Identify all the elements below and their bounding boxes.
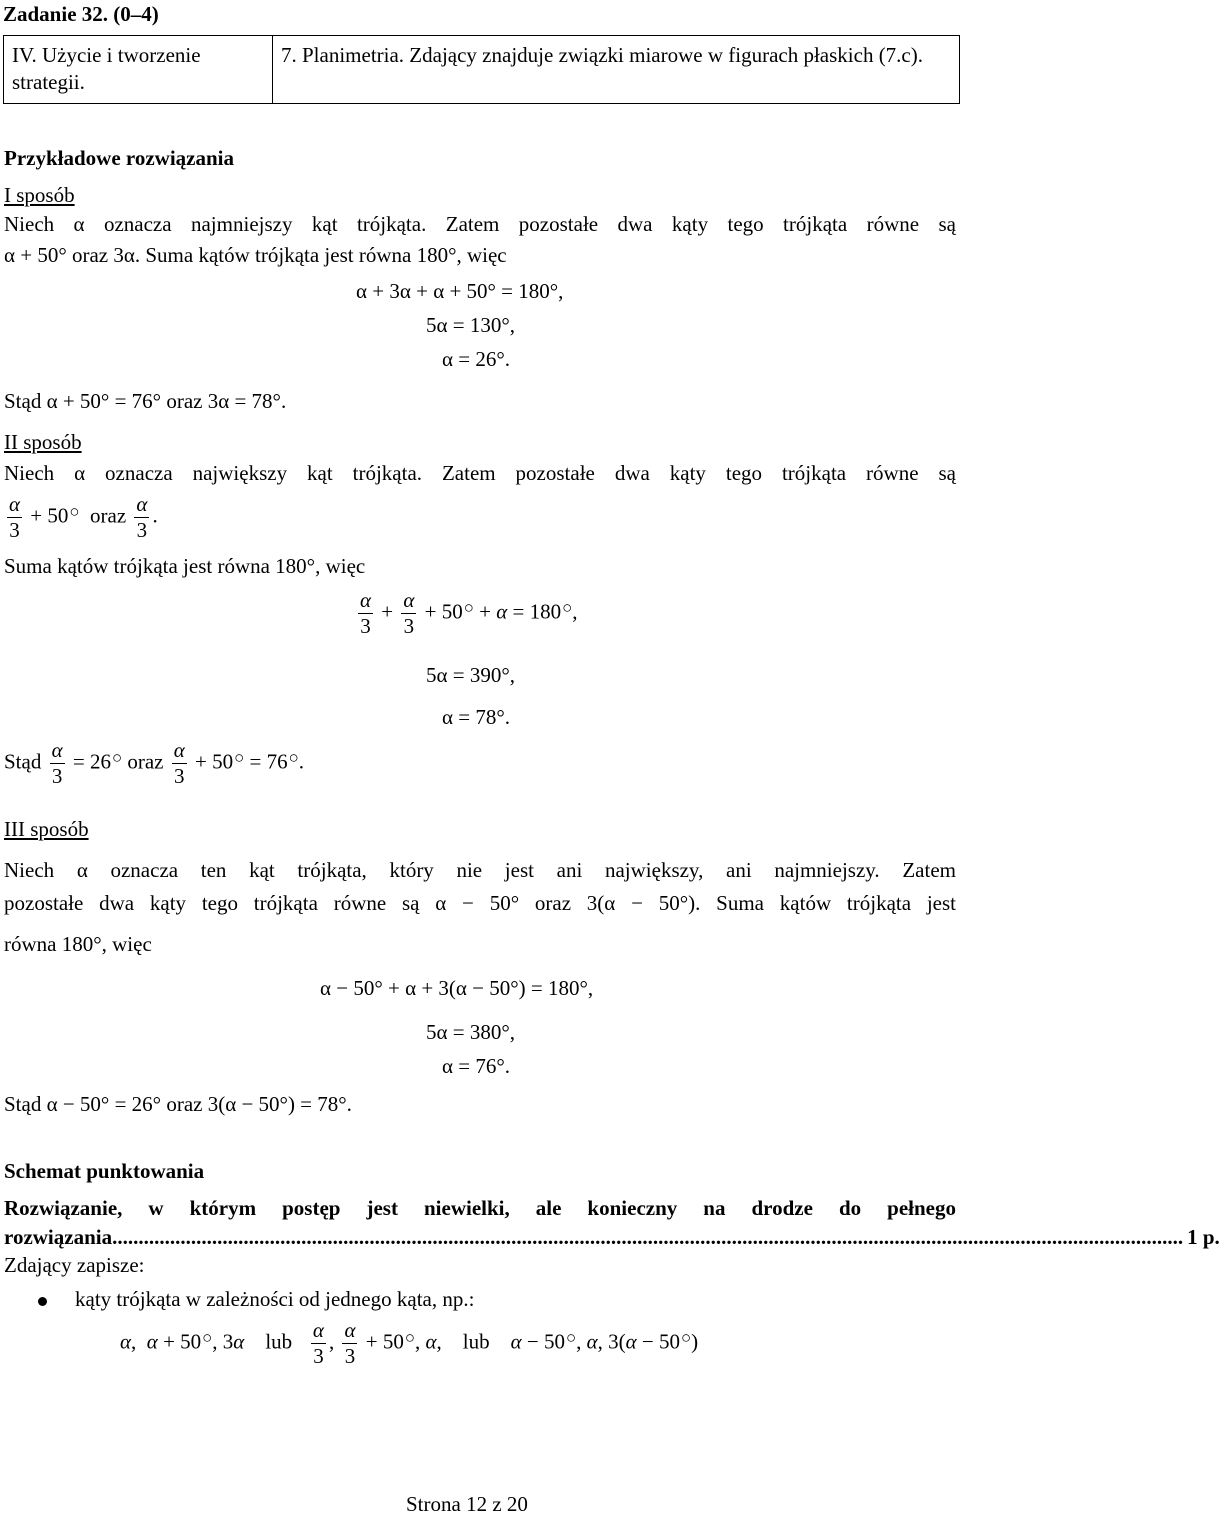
scoring-examples: α, α + 50○, 3α lub $\frac{\alpha}{3}$ , $\frac{\alpha}{3}$ + 50○, α, lub α − 50○, α, 3(α − 50○): [120, 1318, 699, 1369]
method-2-text-line1: Niech α oznacza największy kąt trójkąta. Zatem pozostałe dwa kąty tego trójkąta równe są: [4, 461, 956, 485]
method-1-text-line1: Niech α oznacza najmniejszy kąt trójkąta. Zatem pozostałe dwa kąty tego trójkąta równe są: [4, 212, 956, 236]
method-2-equation-1: $\frac{\alpha}{3}$ + $\frac{\alpha}{3}$ + 50○ + α = 180○,: [360, 588, 578, 639]
method-3-text-line3: równa 180°, więc: [4, 932, 152, 956]
scoring-dot-leader: ............................................................................................................................................................................................................: [112, 1225, 1184, 1249]
method-2-conclusion: Stąd $\frac{\alpha}{3}$ = 26○ oraz $\frac{\alpha}{3}$ + 50○ = 76○.: [4, 738, 304, 789]
task-title: Zadanie 32. (0–4): [3, 2, 159, 26]
method-1-equation-2: 5α = 130°,: [426, 313, 515, 337]
method-1-equation-3: α = 26°.: [442, 347, 510, 371]
method-3-text-line2: pozostałe dwa kąty tego trójkąta równe są α − 50° oraz 3(α − 50°). Suma kątów trójkąta jest: [4, 891, 956, 915]
scoring-bullet-text: kąty trójkąta w zależności od jednego kąta, np.:: [75, 1287, 475, 1311]
method-3-text-line1: Niech α oznacza ten kąt trójkąta, który nie jest ani największy, ani najmniejszy. Zatem: [4, 858, 956, 882]
scoring-rule-label: rozwiązania: [4, 1225, 113, 1249]
method-2-equation-2: 5α = 390°,: [426, 663, 515, 687]
method-2-equation-3: α = 78°.: [442, 705, 510, 729]
method-3-conclusion: Stąd α − 50° = 26° oraz 3(α − 50°) = 78°.: [4, 1092, 352, 1116]
scoring-rule-line1: Rozwiązanie, w którym postęp jest niewielki, ale konieczny na drodze do pełnego: [4, 1196, 956, 1220]
examples-heading: Przykładowe rozwiązania: [4, 146, 234, 170]
header-right: 7. Planimetria. Zdający znajduje związki miarowe w figurach płaskich (7.c).: [273, 36, 960, 104]
method-1-heading: I sposób: [4, 183, 75, 207]
method-3-equation-2: 5α = 380°,: [426, 1020, 515, 1044]
method-3-heading: III sposób: [4, 817, 89, 841]
method-3-equation-3: α = 76°.: [442, 1054, 510, 1078]
method-2-text-line2: $\frac{\alpha}{3}$ + 50○ oraz $\frac{\alpha}{3}$ .: [9, 492, 158, 543]
method-2-text-line3: Suma kątów trójkąta jest równa 180°, więc: [4, 554, 366, 578]
scoring-heading: Schemat punktowania: [4, 1159, 205, 1183]
method-2-heading: II sposób: [4, 430, 82, 454]
method-1-text-line2: α + 50° oraz 3α. Suma kątów trójkąta jest równa 180°, więc: [4, 243, 507, 267]
scoring-intro: Zdający zapisze:: [4, 1253, 145, 1277]
header-table: [3, 35, 960, 104]
method-1-equation-1: α + 3α + α + 50° = 180°,: [356, 279, 564, 303]
scoring-rule-line2: [4, 1225, 1220, 1250]
method-3-equation-1: α − 50° + α + 3(α − 50°) = 180°,: [320, 976, 594, 1000]
page-footer: Strona 12 z 20: [406, 1492, 528, 1516]
scoring-points: 1 p.: [1187, 1225, 1220, 1249]
method-1-conclusion: Stąd α + 50° = 76° oraz 3α = 78°.: [4, 389, 287, 413]
scoring-bullet: [38, 1287, 474, 1312]
header-left: IV. Użycie i tworzenie strategii.: [4, 36, 273, 104]
bullet-icon: [38, 1297, 47, 1306]
